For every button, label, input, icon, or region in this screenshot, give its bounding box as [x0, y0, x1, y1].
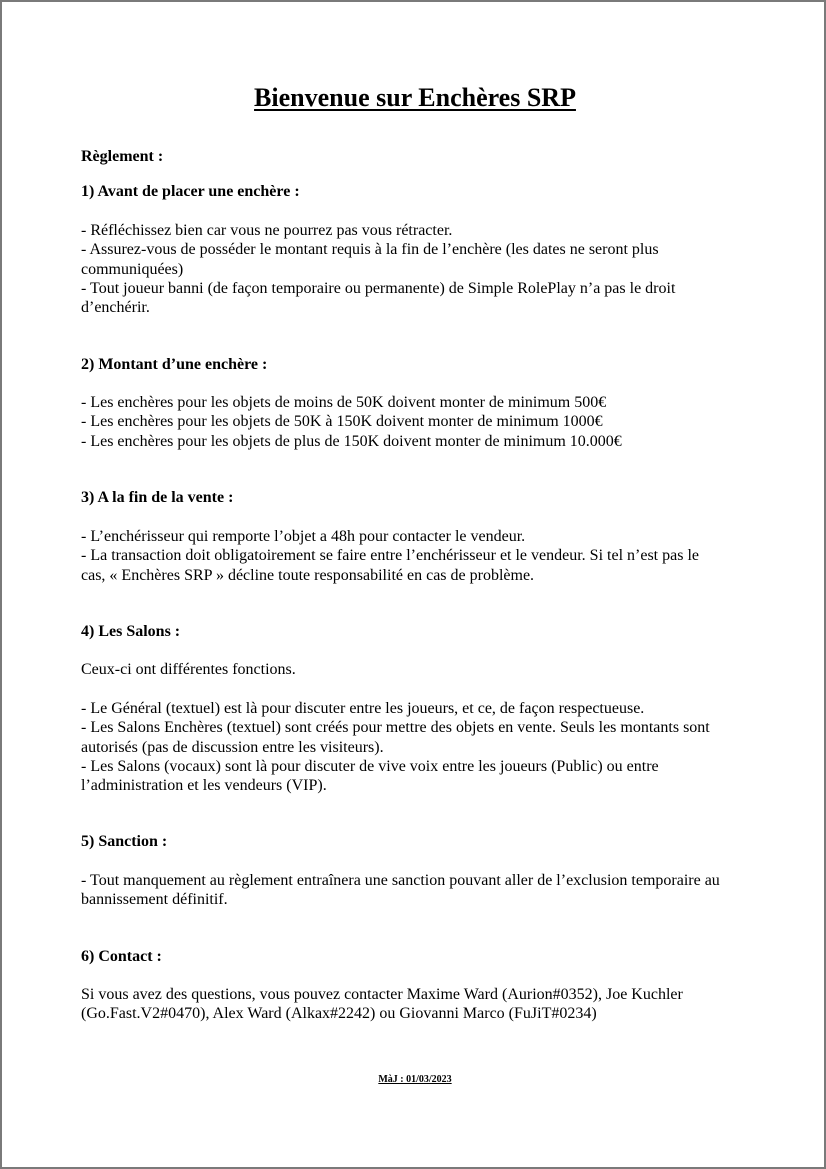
section-6-line: (Go.Fast.V2#0470), Alex Ward (Alkax#2242) ou Giovanni Marco (FuJiT#0234)	[81, 1005, 597, 1023]
section-5-heading: 5) Sanction :	[81, 833, 168, 850]
section-2-line: - Les enchères pour les objets de moins de 50K doivent monter de minimum 500€	[81, 394, 607, 411]
section-6-line: Si vous avez des questions, vous pouvez contacter Maxime Ward (Aurion#0352), Joe Kuchler	[81, 986, 683, 1003]
page-title: Bienvenue sur Enchères SRP	[254, 83, 576, 112]
section-3-line: - L’enchérisseur qui remporte l’objet a 48h pour contacter le vendeur.	[81, 528, 526, 545]
section-3-heading: 3) A la fin de la vente :	[81, 489, 234, 506]
section-1-line: - Assurez-vous de posséder le montant requis à la fin de l’enchère (les dates ne seront plus	[81, 241, 659, 259]
section-1-body	[81, 221, 751, 317]
update-date: MàJ : 01/03/2023	[378, 1074, 452, 1085]
section-1-line: d’enchérir.	[81, 299, 150, 317]
section-4-body	[81, 699, 751, 795]
section-4-line: - Les Salons Enchères (textuel) sont créés pour mettre des objets en vente. Seuls les montants sont	[81, 719, 710, 737]
reglement-label: Règlement :	[81, 148, 164, 165]
section-1-line: - Réfléchissez bien car vous ne pourrez pas vous rétracter.	[81, 222, 453, 239]
section-5-line: - Tout manquement au règlement entraînera une sanction pouvant aller de l’exclusion temporaire au	[81, 872, 720, 889]
section-4-line: autorisés (pas de discussion entre les visiteurs).	[81, 738, 384, 756]
section-3-line: cas, « Enchères SRP » décline toute responsabilité en cas de problème.	[81, 566, 535, 584]
section-3-body	[81, 527, 751, 585]
section-5-line: bannissement définitif.	[81, 891, 228, 909]
section-6-heading: 6) Contact :	[81, 948, 162, 965]
section-6-body	[81, 985, 751, 1024]
section-2-heading: 2) Montant d’une enchère :	[81, 356, 268, 373]
section-1-heading: 1) Avant de placer une enchère :	[81, 183, 300, 200]
section-2-line: - Les enchères pour les objets de plus de 150K doivent monter de minimum 10.000€	[81, 432, 622, 450]
section-3-line: - La transaction doit obligatoirement se faire entre l’enchérisseur et le vendeur. Si tel n’est pas le	[81, 547, 699, 565]
section-4-line: - Les Salons (vocaux) sont là pour discuter de vive voix entre les joueurs (Public) ou entre	[81, 757, 659, 775]
section-1-line: communiquées)	[81, 260, 184, 278]
section-4-intro: Ceux-ci ont différentes fonctions.	[81, 661, 296, 678]
section-2-line: - Les enchères pour les objets de 50K à 150K doivent monter de minimum 1000€	[81, 413, 603, 431]
section-4-heading: 4) Les Salons :	[81, 623, 181, 640]
section-2-body	[81, 393, 751, 451]
section-4-line: - Le Général (textuel) est là pour discuter entre les joueurs, et ce, de façon respectueuse.	[81, 700, 645, 717]
section-5-body	[81, 871, 751, 910]
section-1-line: - Tout joueur banni (de façon temporaire ou permanente) de Simple RolePlay n’a pas le droit	[81, 279, 676, 297]
section-4-line: l’administration et les vendeurs (VIP).	[81, 777, 327, 795]
